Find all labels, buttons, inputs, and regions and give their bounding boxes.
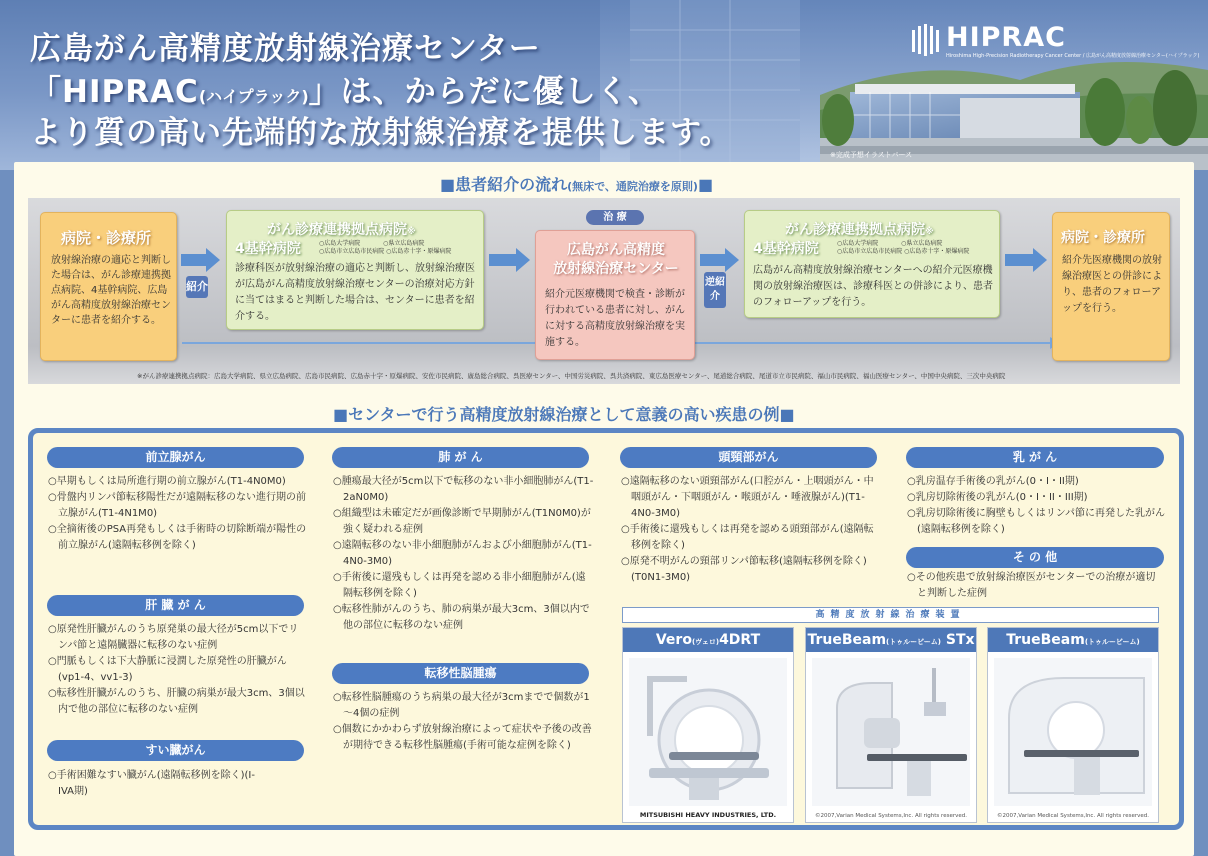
hub-left-subtitle: 4基幹病院 <box>235 241 301 257</box>
hospital-item: ○広島市立広島市民病院 <box>319 248 385 255</box>
hospital-item: ○県立広島病院 <box>901 240 943 247</box>
hub-box-left <box>226 210 484 330</box>
hub-right-title-text: がん診療連携拠点病院 <box>785 222 925 238</box>
device-credit: ©2007,Varian Medical Systems,Inc. All rights reserved. <box>997 813 1149 819</box>
list-item: ○組織型は未確定だが画像診断で早期肺がん(T1N0M0)が強く疑われる症例 <box>333 508 591 535</box>
heading-head-neck: 頭頸部がん <box>620 447 877 468</box>
list-item: ○手術困難なすい臓がん(遠隔転移例を除く)(I-IVA期) <box>48 770 255 797</box>
list-item: ○乳房温存手術後の乳がん(0・I・II期) <box>907 476 1079 487</box>
center-title <box>536 241 696 279</box>
list-item: ○原発不明がんの頸部リンパ節転移(遠隔転移例を除く)(T0N1-3M0) <box>621 556 867 583</box>
list-item: ○乳房切除術後の乳がん(0・I・II・III期) <box>907 492 1088 503</box>
referral-tag: 紹介 <box>186 276 208 298</box>
hub-right-title <box>785 219 934 239</box>
hospital-item: ○県立広島病院 <box>383 240 425 247</box>
device-name-ruby: (トゥルービーム) <box>886 638 941 646</box>
center-box <box>535 230 695 360</box>
hub-right-hospitals <box>837 240 969 256</box>
logo-text: HIPRAC <box>946 22 1066 53</box>
clinic-left-title: 病院・診療所 <box>61 229 152 247</box>
render-note: ※完成予想イラストパース <box>830 151 913 159</box>
truebeam-machine-image <box>994 658 1152 806</box>
list-pancreas <box>48 768 263 800</box>
device-card-truebeam <box>987 627 1159 823</box>
list-prostate <box>48 474 308 554</box>
list-brain <box>333 690 595 754</box>
diseases-title: ■センターで行う高精度放射線治療として意義の高い疾患の例■ <box>333 405 795 424</box>
hiprac-logo-mark-icon <box>912 24 940 56</box>
list-item: ○個数にかかわらず放射線治療によって症状や予後の改善が期待できる転移性脳腫瘍(手術可能な症例を除く) <box>333 724 592 751</box>
clinic-left-text: 放射線治療の適応と判断した場合は、がん診療連携拠点病院、4基幹病院、広島がん高精度放射線治療センターに患者を紹介する。 <box>51 255 171 326</box>
heading-lung: 肺 が ん <box>332 447 589 468</box>
list-item: ○全摘術後のPSA再発もしくは手術時の切除断端が陽性の前立腺がん(遠隔転移例を除く) <box>48 524 307 551</box>
list-item: ○転移性脳腫瘍のうち病巣の最大径が3cmまでで個数が1～4個の症例 <box>333 692 590 719</box>
list-item: ○腫瘍最大径が5cm以下で転移のない非小細胞肺がん(T1-2aN0M0) <box>333 476 594 503</box>
heading-prostate: 前立腺がん <box>47 447 304 468</box>
hub-left-mark: ※ <box>407 227 416 237</box>
headline-hiprac-ruby: (ハイプラック) <box>198 87 309 106</box>
flow-arrow-4 <box>1005 254 1034 266</box>
vero-machine-image <box>629 658 787 806</box>
hospital-item: ○広島大学病院 <box>319 240 361 247</box>
list-item: ○門脈もしくは下大静脈に浸潤した原発性の肝臓がん(vp1-4、vv1-3) <box>48 656 287 683</box>
device-name-ruby: (ヴェロ) <box>691 638 720 646</box>
clinic-box-left <box>40 212 177 361</box>
flow-arrow-2 <box>489 254 517 266</box>
flow-arrow-3 <box>700 254 726 266</box>
hub-left-title-text: がん診療連携拠点病院 <box>267 222 407 238</box>
list-item: ○その他疾患で放射線治療医がセンターでの治療が適切と判断した症例 <box>907 572 1156 599</box>
hospital-item: ○広島大学病院 <box>837 240 879 247</box>
truebeam-stx-machine-image <box>812 658 970 806</box>
headline-hiprac: 「HIPRAC <box>30 74 199 110</box>
headline-line-2-rest: 」は、からだに優しく、 <box>308 74 661 110</box>
hub-right-subtitle: 4基幹病院 <box>753 241 819 257</box>
list-item: ○乳房切除術後に胸壁もしくはリンパ節に再発した乳がん(遠隔転移例を除く) <box>907 508 1166 535</box>
device-name-main: TrueBeam <box>1006 632 1085 648</box>
list-item: ○遠隔転移のない非小細胞肺がんおよび小細胞肺がん(T1-4N0-3M0) <box>333 540 592 567</box>
list-item: ○原発性肝臓がんのうち原発巣の最大径が5cm以下でリンパ節と遠隔臓器に転移のない症例 <box>48 624 299 651</box>
list-item: ○早期もしくは局所進行期の前立腺がん(T1-4N0M0) <box>48 476 286 487</box>
clinic-box-right <box>1052 212 1170 361</box>
headline-line-3: より質の高い先端的な放射線治療を提供します。 <box>30 115 732 151</box>
device-credit: ©2007,Varian Medical Systems,Inc. All rights reserved. <box>815 813 967 819</box>
clinic-right-title: 病院・診療所 <box>1061 230 1145 246</box>
list-liver <box>48 622 308 718</box>
device-name-main: Vero <box>655 632 692 648</box>
flow-arrow-4-head-icon <box>1033 248 1047 272</box>
flow-arrow-3-head-icon <box>725 248 739 272</box>
device-card-vero <box>622 627 794 823</box>
hub-box-right <box>744 210 1000 318</box>
heading-liver: 肝 臓 が ん <box>47 595 304 616</box>
center-text: 紹介元医療機関で検査・診断が行われている患者に対し、がんに対する高精度放射線治療を実施する。 <box>545 289 685 348</box>
hospital-footnote: ※がん診療連携拠点病院：広島大学病院、県立広島病院、広島市民病院、広島赤十字・原爆病院、安佐市民病院、廣島総合病院、呉医療センター、中国労災病院、呉共済病院、東広島医療センター、尾道総合病院、尾道市立市民病院、福山市民病院、福山医療センター、中国中央病院、三次中央病院 <box>137 372 1006 380</box>
device-credit: MITSUBISHI HEAVY INDUSTRIES, LTD. <box>639 811 777 819</box>
device-name-ruby: (トゥルービーム) <box>1084 638 1140 646</box>
hospital-item: ○広島市立広島市民病院 <box>837 248 903 255</box>
hub-left-text: 診療科医が放射線治療の適応と判断し、放射線治療医が広島がん高精度放射線治療センターの治療対応方針に当てはまると判断した場合は、センターに患者を紹介する。 <box>235 263 475 322</box>
heading-breast: 乳 が ん <box>906 447 1164 468</box>
hospital-item: ○広島赤十字・原爆病院 <box>386 248 452 255</box>
referral-flow-title <box>440 172 713 195</box>
list-item: ○転移性肺がんのうち、肺の病巣が最大3cm、3個以内で他の部位に転移のない症例 <box>333 604 590 631</box>
device-name-suffix: STx <box>941 632 975 648</box>
hub-right-mark: ※ <box>925 227 934 237</box>
list-item: ○遠隔転移のない頭頸部がん(口腔がん・上咽頭がん・中咽頭がん・下咽頭がん・喉頭がん・唾液腺がん)(T1-4N0-3M0) <box>621 476 874 519</box>
logo-subtitle: Hiroshima High-Precision Radiotherapy Cancer Center / 広島がん高精度放射線治療センター(ハイプラック) <box>946 53 1200 59</box>
device-name-main: TrueBeam <box>807 632 887 648</box>
list-head-neck <box>621 474 883 586</box>
center-title-line-1: 広島がん高精度 <box>567 242 665 258</box>
referral-title-end: ■ <box>697 175 714 194</box>
flow-arrow-2-head-icon <box>516 248 530 272</box>
clinic-right-text: 紹介先医療機関の放射線治療医との併診により、患者のフォローアップを行う。 <box>1062 255 1162 314</box>
heading-pancreas: すい臓がん <box>47 740 304 761</box>
hub-left-title <box>267 219 416 239</box>
headline-line-2 <box>30 74 661 110</box>
device-name <box>806 628 976 652</box>
flow-arrow-1-head-icon <box>206 248 220 272</box>
list-lung <box>333 474 595 634</box>
referral-title-note: (無床で、通院治療を原則) <box>567 180 698 193</box>
list-item: ○手術後に還残もしくは再発を認める非小細胞肺がん(遠隔転移例を除く) <box>333 572 586 599</box>
list-other <box>907 570 1165 602</box>
header-banner <box>0 0 1208 170</box>
devices-title: 高精度放射線治療装置 <box>622 607 1159 623</box>
headline-line-1: 広島がん高精度放射線治療センター <box>30 31 541 67</box>
heading-other: そ の 他 <box>906 547 1164 568</box>
device-card-truebeam-stx <box>805 627 977 823</box>
referral-title-text: ■患者紹介の流れ <box>440 175 568 194</box>
center-title-line-2: 放射線治療センター <box>553 261 679 277</box>
list-breast <box>907 474 1167 538</box>
list-item: ○手術後に還残もしくは再発を認める頭頸部がん(遠隔転移例を除く) <box>621 524 874 551</box>
flow-arrow-1 <box>181 254 207 266</box>
device-name-suffix: 4DRT <box>719 632 761 648</box>
hub-left-hospitals <box>319 240 451 256</box>
list-item: ○転移性肝臓がんのうち、肝臓の病巣が最大3cm、3個以内で他の部位に転移のない症例 <box>48 688 305 715</box>
hub-right-text: 広島がん高精度放射線治療センターへの紹介元医療機関の放射線治療医は、診療科医との併診により、患者のフォローアップを行う。 <box>753 265 993 308</box>
heading-brain: 転移性脳腫瘍 <box>332 663 589 684</box>
device-name <box>623 628 793 652</box>
list-item: ○骨盤内リンパ節転移陽性だが遠隔転移のない進行期の前立腺がん(T1-4N1M0) <box>48 492 307 519</box>
device-name <box>988 628 1158 652</box>
reverse-referral-tag: 逆紹介 <box>704 272 726 308</box>
treatment-pill: 治 療 <box>586 210 644 225</box>
hospital-item: ○広島赤十字・原爆病院 <box>904 248 970 255</box>
